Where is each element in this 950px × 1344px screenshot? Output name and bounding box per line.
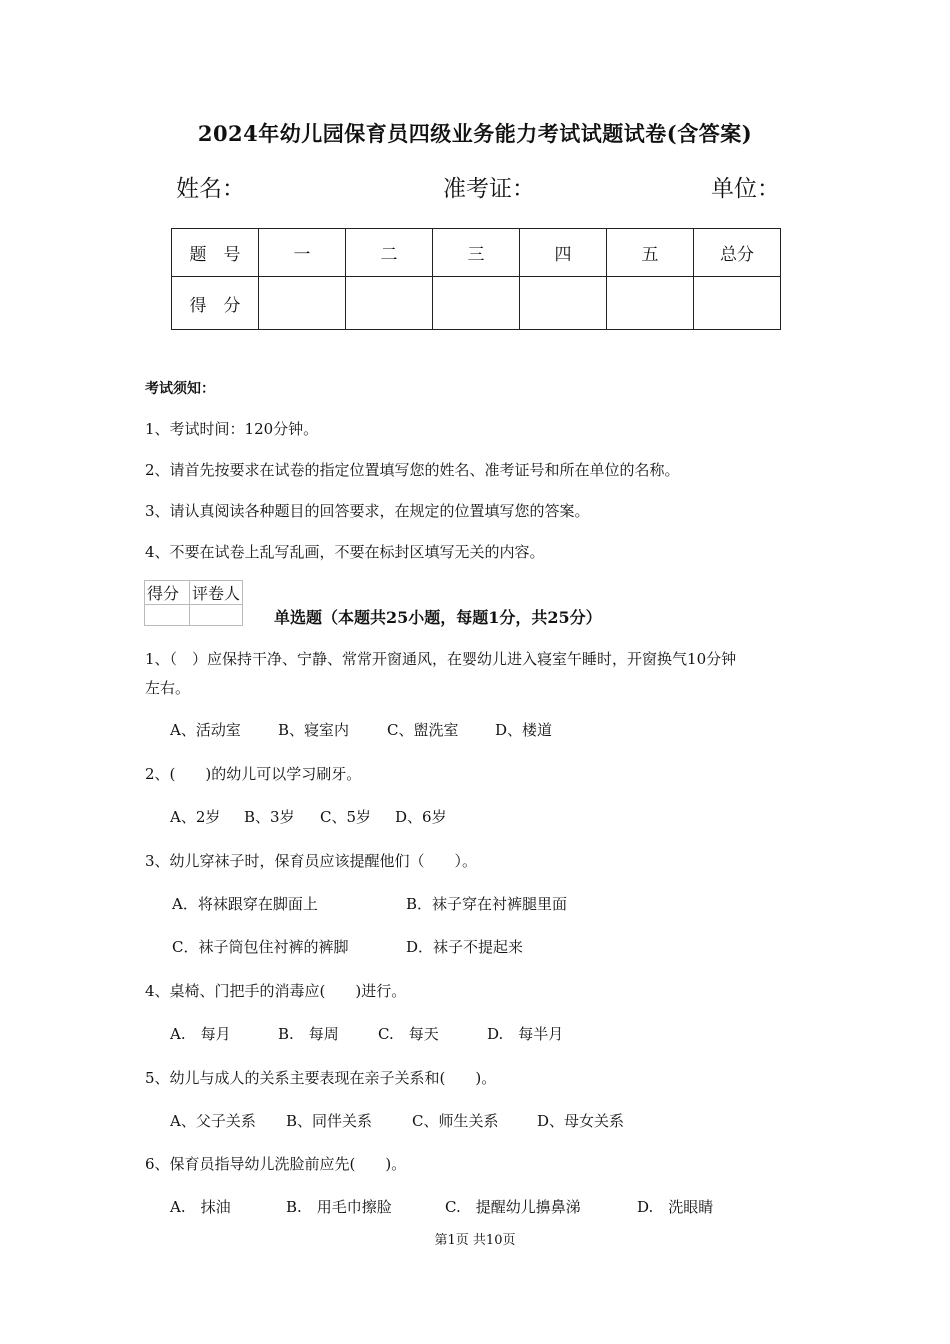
question-6-option-c[interactable]: C. 提醒幼儿擤鼻涕 xyxy=(445,1198,581,1216)
grader-score-cell[interactable] xyxy=(145,605,190,626)
question-6-option-a[interactable]: A. 抹油 xyxy=(170,1198,231,1216)
question-3-option-c[interactable]: C．袜子筒包住衬裤的裤脚 xyxy=(172,938,349,956)
question-2-option-c[interactable]: C、5岁 xyxy=(320,808,372,826)
question-4-option-b[interactable]: B. 每周 xyxy=(278,1025,339,1043)
score-cell[interactable] xyxy=(607,277,694,330)
notice-item: 4、不要在试卷上乱写乱画，不要在标封区填写无关的内容。 xyxy=(145,543,545,561)
page-footer: 第1页 共10页 xyxy=(434,1233,516,1248)
grader-score-label: 得分 xyxy=(145,581,190,605)
question-5-option-a[interactable]: A、父子关系 xyxy=(170,1112,256,1130)
question-3-option-d[interactable]: D．袜子不提起来 xyxy=(406,938,524,956)
question-1-option-a[interactable]: A、活动室 xyxy=(170,721,241,739)
question-3-option-b[interactable]: B．袜子穿在衬裤腿里面 xyxy=(406,895,568,913)
score-table-header: 一 xyxy=(259,229,346,277)
score-row-label: 得 分 xyxy=(172,277,259,330)
question-4-option-c[interactable]: C. 每天 xyxy=(378,1025,439,1043)
question-3-option-a[interactable]: A．将袜跟穿在脚面上 xyxy=(172,895,318,913)
name-label: 姓名： xyxy=(176,176,245,202)
score-table-header: 总分 xyxy=(694,229,781,277)
question-1-option-c[interactable]: C、盥洗室 xyxy=(387,721,459,739)
question-6-stem: 6、保育员指导幼儿洗脸前应先( )。 xyxy=(145,1155,407,1173)
question-1-option-d[interactable]: D、楼道 xyxy=(495,721,553,739)
notice-title: 考试须知： xyxy=(145,381,215,397)
section-title: 单选题（本题共25小题，每题1分，共25分） xyxy=(274,608,602,627)
score-table-header: 三 xyxy=(433,229,520,277)
page-title: 2024年幼儿园保育员四级业务能力考试试题试卷(含答案) xyxy=(197,121,753,146)
question-6-option-d[interactable]: D. 洗眼睛 xyxy=(637,1198,714,1216)
question-2-stem: 2、( )的幼儿可以学习刷牙。 xyxy=(145,765,362,783)
question-4-stem: 4、桌椅、门把手的消毒应( )进行。 xyxy=(145,982,407,1000)
score-cell[interactable] xyxy=(520,277,607,330)
question-1-stem-cont: 左右。 xyxy=(145,679,191,697)
score-table-header: 四 xyxy=(520,229,607,277)
notice-item: 2、请首先按要求在试卷的指定位置填写您的姓名、准考证号和所在单位的名称。 xyxy=(145,461,680,479)
score-cell[interactable] xyxy=(259,277,346,330)
question-4-option-d[interactable]: D. 每半月 xyxy=(487,1025,564,1043)
question-5-option-c[interactable]: C、师生关系 xyxy=(412,1112,499,1130)
score-table-header: 题 号 xyxy=(172,229,259,277)
question-5-stem: 5、幼儿与成人的关系主要表现在亲子关系和( )。 xyxy=(145,1069,497,1087)
question-2-option-d[interactable]: D、6岁 xyxy=(395,808,447,826)
score-cell[interactable] xyxy=(433,277,520,330)
unit-label: 单位： xyxy=(711,176,780,202)
grader-box xyxy=(144,580,243,626)
notice-item: 3、请认真阅读各种题目的回答要求，在规定的位置填写您的答案。 xyxy=(145,502,590,520)
notice-item: 1、考试时间：120分钟。 xyxy=(145,420,319,438)
score-table-header-row xyxy=(172,229,781,277)
question-4-option-a[interactable]: A. 每月 xyxy=(170,1025,231,1043)
question-6-option-b[interactable]: B. 用毛巾擦脸 xyxy=(286,1198,392,1216)
question-5-option-d[interactable]: D、母女关系 xyxy=(537,1112,625,1130)
score-table-header: 五 xyxy=(607,229,694,277)
grader-reviewer-label: 评卷人 xyxy=(190,581,243,605)
score-table xyxy=(171,228,781,330)
question-2-option-a[interactable]: A、2岁 xyxy=(170,808,221,826)
grader-reviewer-cell[interactable] xyxy=(190,605,243,626)
question-5-option-b[interactable]: B、同伴关系 xyxy=(286,1112,373,1130)
score-table-score-row xyxy=(172,277,781,330)
exam-number-label: 准考证： xyxy=(443,176,535,202)
question-1-stem: 1、（ ）应保持干净、宁静、常常开窗通风，在婴幼儿进入寝室午睡时，开窗换气10分钟 xyxy=(145,650,737,668)
question-3-stem: 3、幼儿穿袜子时，保育员应该提醒他们（ ）。 xyxy=(145,852,478,870)
question-1-option-b[interactable]: B、寝室内 xyxy=(278,721,350,739)
score-table-header: 二 xyxy=(346,229,433,277)
question-2-option-b[interactable]: B、3岁 xyxy=(244,808,295,826)
score-cell[interactable] xyxy=(694,277,781,330)
score-cell[interactable] xyxy=(346,277,433,330)
